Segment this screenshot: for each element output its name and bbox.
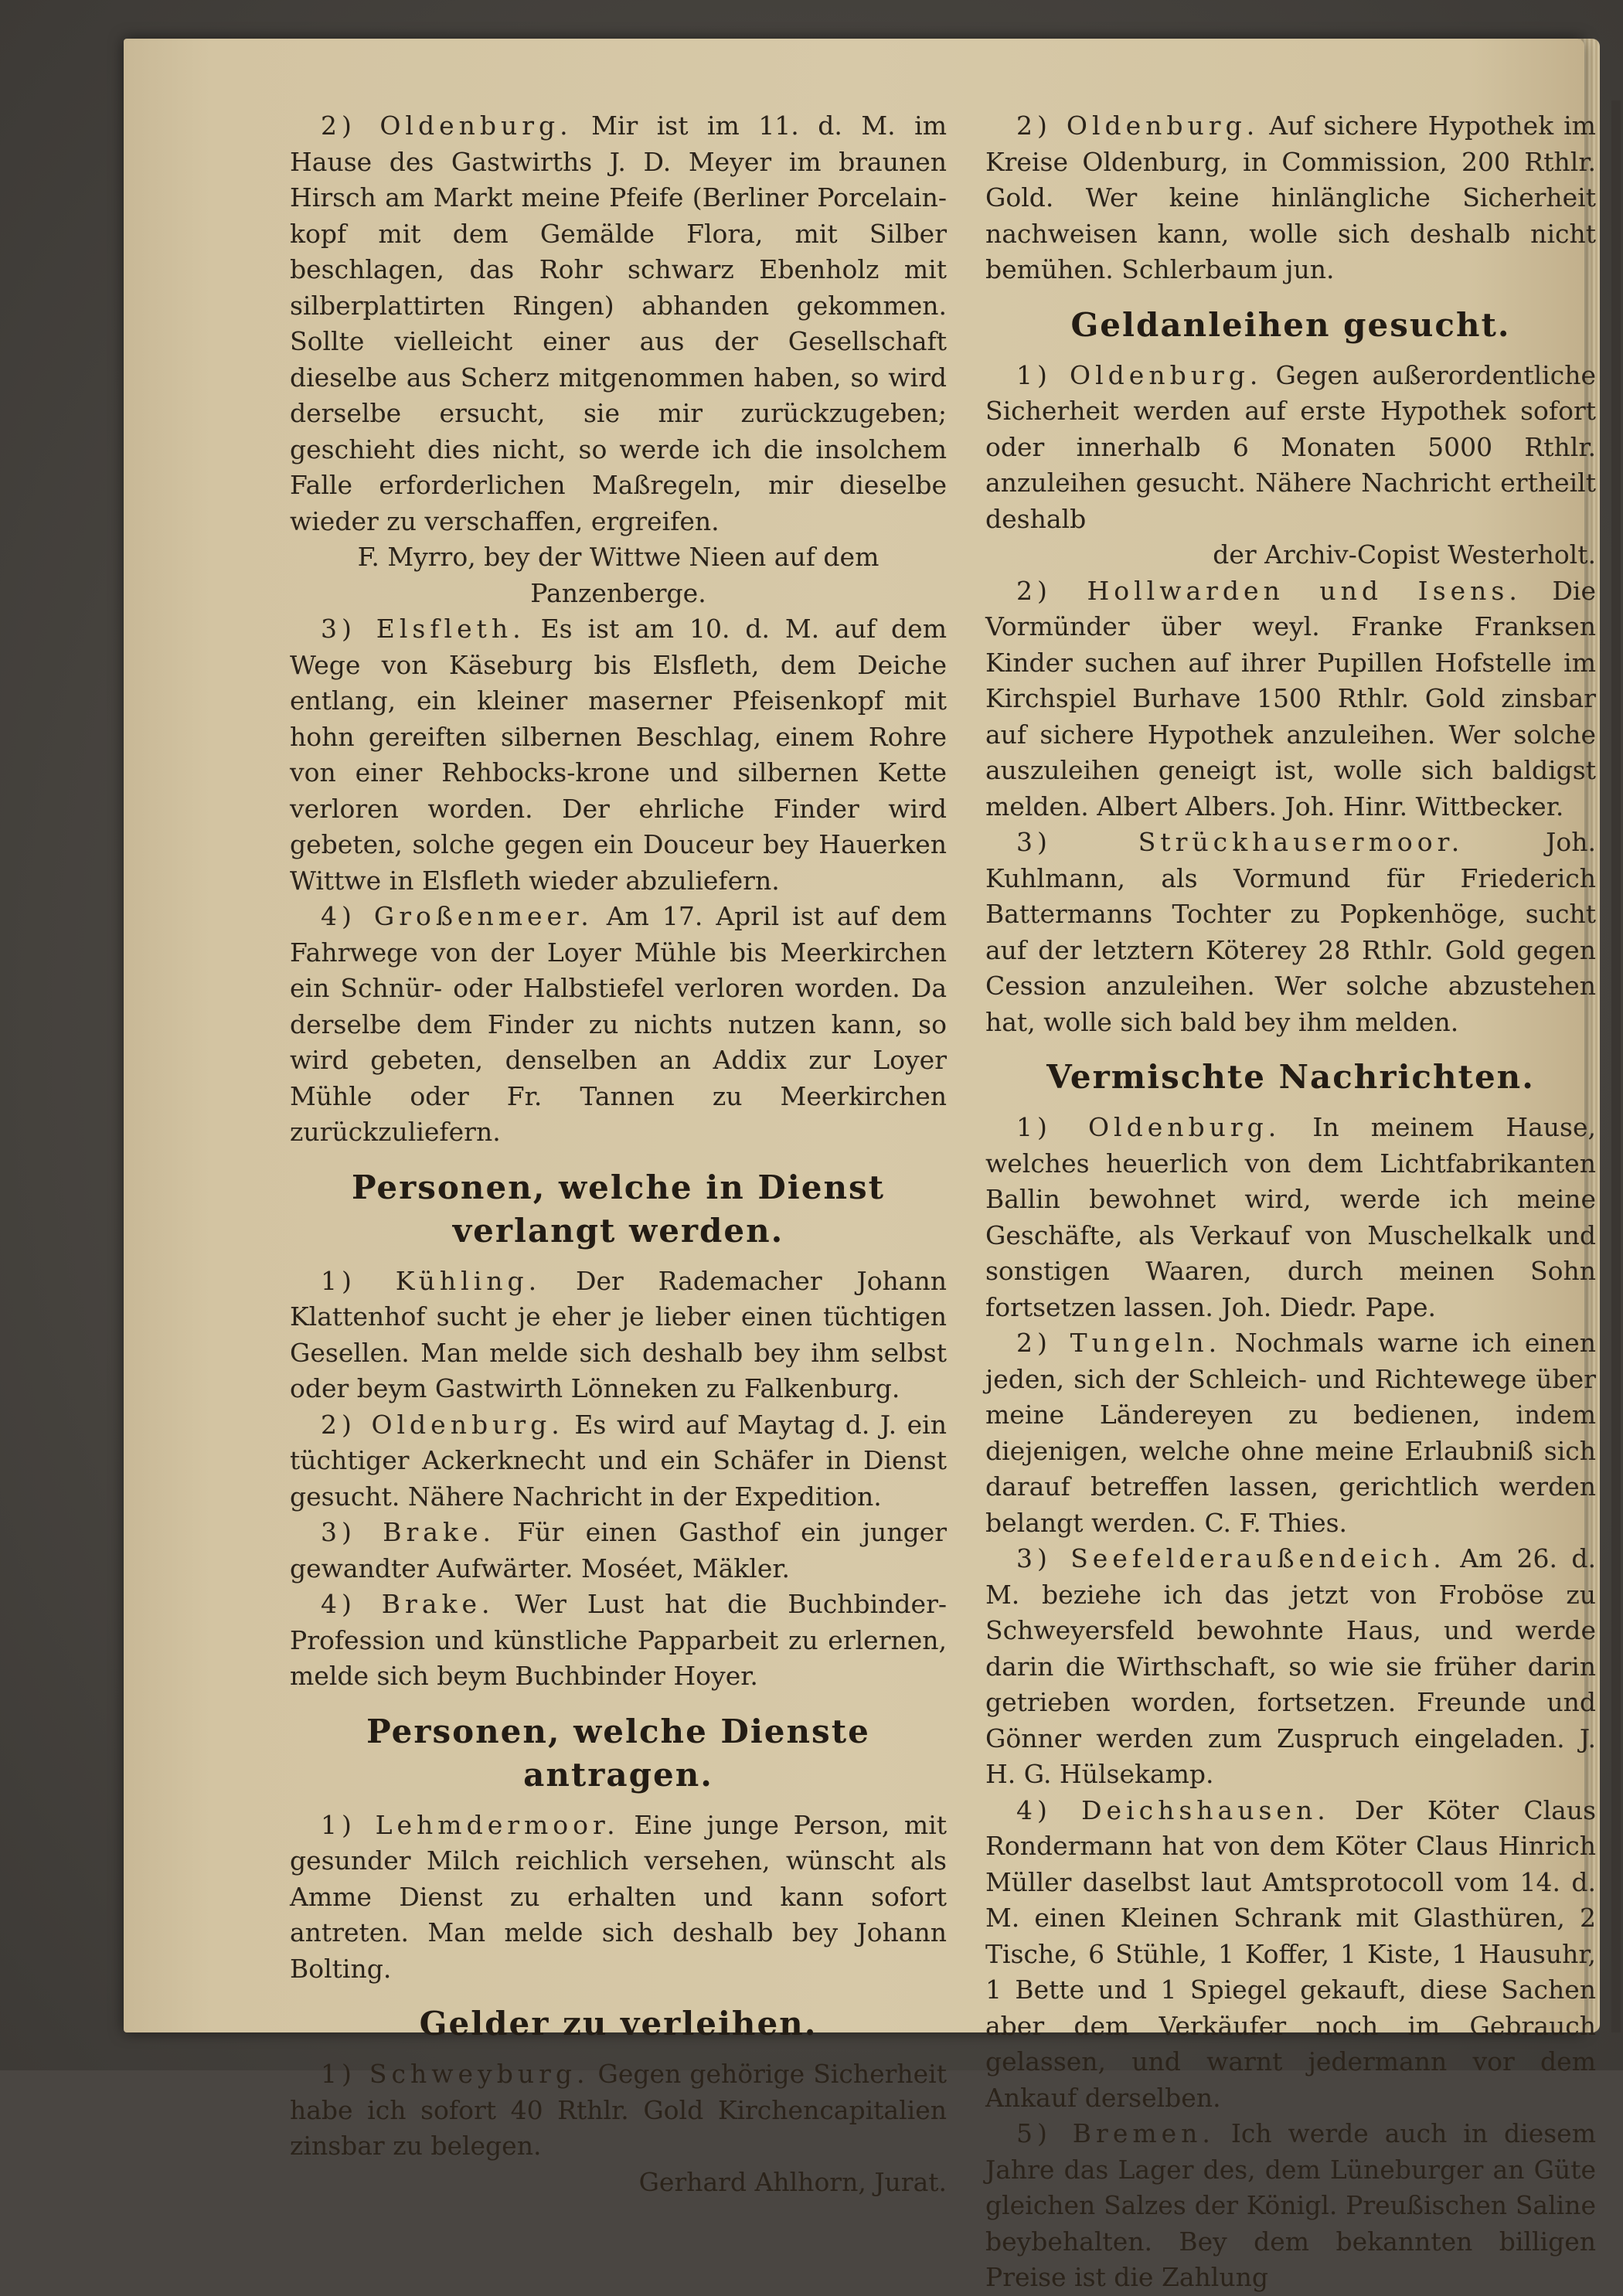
signature: Schlerbaum jun.	[1121, 254, 1335, 284]
left-column	[290, 108, 947, 2200]
notice: 2) Oldenburg. Es wird auf Maytag d. J. ein tüchtiger Ackerknecht und ein Schäfer in Dienst gesucht. Nähere Nachricht in der Expedition.	[290, 1409, 947, 1512]
section-heading: Geldanleihen gesucht.	[1070, 305, 1511, 344]
right-column	[985, 108, 1597, 2292]
signature: F. Myrro, bey der Wittwe Nieen auf dem Panzenberge.	[357, 542, 880, 608]
section-heading: Vermischte Nachrichten.	[1046, 1058, 1535, 1096]
notice: 1) Schweyburg. Gegen gehörige Sicherheit habe ich sofort 40 Rthlr. Gold Kirchencapitalien zinsbar zu belegen.	[290, 2059, 947, 2161]
notice: 5) Bremen. Ich werde auch in diesem Jahre das Lager des, dem Lüneburger an Güte gleichen Salzes der Königl. Preußischen Saline beybehalten. Bey dem bekannten billigen Preise ist die Zahlung	[985, 2118, 1596, 2292]
section-heading: Gelder zu verleihen.	[419, 2005, 818, 2043]
notice: 3) Seefelderaußendeich. Am 26. d. M. beziehe ich das jetzt von Froböse zu Schweyersfeld bewohnte Haus, und werde darin die Wirthschaft, so wie sie früher darin getrieben worden, fortsetzen. Freunde und Gönner werden zum Zuspruch eingeladen. J. H. G. Hülsekamp.	[985, 1543, 1596, 1789]
signature: der Archiv-Copist Westerholt.	[1213, 539, 1596, 570]
signature: Albert Albers. Joh. Hinr. Wittbecker.	[1097, 791, 1564, 821]
notice: 4) Brake. Wer Lust hat die Buchbinder-Profession und künstliche Papparbeit zu erlernen, melde sich beym Buchbinder Hoyer.	[290, 1589, 947, 1691]
notice: 2) Oldenburg. Auf sichere Hypothek im Kreise Oldenburg, in Commission, 200 Rthlr. Gold. Wer keine hinlängliche Sicherheit nachweisen kann, wolle sich deshalb nicht bemühen. Schlerbaum jun.	[985, 111, 1596, 284]
notice: 3) Brake. Für einen Gasthof ein junger gewandter Aufwärter. Moséet, Mäkler.	[290, 1517, 947, 1583]
notice: 4) Deichshausen. Der Köter Claus Rondermann hat von dem Köter Claus Hinrich Müller daselbst laut Amtsprotocoll vom 14. d. M. einen Kleinen Schrank mit Glasthüren, 2 Tische, 6 Stühle, 1 Koffer, 1 Kiste, 1 Hausuhr, 1 Bette und 1 Spiegel gekauft, diese Sachen aber dem Verkäufer noch im Gebrauch gelassen, und warnt jedermann vor dem Ankauf derselben.	[985, 1794, 1597, 2113]
notice: 1) Oldenburg. In meinem Hause, welches heuerlich von dem Lichtfabrikanten Ballin bewohnet wird, werde ich meine Geschäfte, als Verkauf von Muschelkalk und sonstigen Waaren, durch meinen Sohn fortsetzen lassen. Joh. Diedr. Pape.	[985, 1112, 1596, 1322]
signature: Joh. Diedr. Pape.	[1221, 1291, 1437, 1322]
notice: 4) Großenmeer. Am 17. April ist auf dem Fahrwege von der Loyer Mühle bis Meerkirchen ein Schnür- oder Halbstiefel verloren worden. Da derselbe dem Finder zu nichts nutzen kann, so wird gebeten, denselben an Addix zur Loyer Mühle oder Fr. Tannen zu Meerkirchen zurückzuliefern.	[290, 901, 948, 1147]
signature: J. H. G. Hülsekamp.	[985, 1723, 1596, 1789]
notice: 2) Oldenburg. Mir ist im 11. d. M. im Hause des Gastwirths J. D. Meyer im braunen Hirsch am Markt meine Pfeife (Berliner Porcelain-kopf mit dem Gemälde Flora, mit Silber beschlagen, das Rohr schwarz Ebenholz mit silberplattirten Ringen) abhanden gekommen. Sollte vielleicht einer aus der Gesellschaft dieselbe aus Scherz mitgenommen haben, so wird derselbe ersucht, sie mir zurückzugeben; geschieht dies nicht, so werde ich die insolchem Falle erforderlichen Maßregeln, mir dieselbe wieder zu verschaffen, ergreifen.	[290, 111, 947, 536]
section-heading: Personen, welche in Dienst verlangt werden.	[351, 1168, 886, 1250]
notice: 2) Hollwarden und Isens. Die Vormünder über weyl. Franke Franksen Kinder suchen auf ihrer Pupillen Hofstelle im Kirchspiel Burhave 1500 Rthlr. Gold zinsbar auf sichere Hypothek anzuleihen. Wer solche auszuleihen geneigt ist, wolle sich baldigst melden. Albert Albers. Joh. Hinr. Wittbecker.	[985, 575, 1596, 821]
notice: 2) Tungeln. Nochmals warne ich einen jeden, sich der Schleich- und Richtewege über meine Ländereyen zu bedienen, indem diejenigen, welche ohne meine Erlaubniß sich darauf betreffen lassen, gerichtlich werden belangt werden. C. F. Thies.	[985, 1328, 1596, 1538]
notice: 3) Strückhausermoor. Joh. Kuhlmann, als Vormund für Friederich Battermanns Tochter zu Popkenhöge, sucht auf der letztern Köterey 28 Rthlr. Gold gegen Cession anzuleihen. Wer solche abzustehen hat, wolle sich bald bey ihm melden.	[985, 827, 1596, 1037]
notice: 1) Lehmdermoor. Eine junge Person, mit gesunder Milch reichlich versehen, wünscht als Amme Dienst zu erhalten und kann sofort antreten. Man melde sich deshalb bey Johann Bolting.	[290, 1809, 948, 1984]
notice: 1) Oldenburg. Gegen außerordentliche Sicherheit werden auf erste Hypothek sofort oder innerhalb 6 Monaten 5000 Rthlr. anzuleihen gesucht. Nähere Nachricht ertheilt deshalb	[985, 359, 1596, 534]
signature: C. F. Thies.	[1204, 1507, 1348, 1538]
section-heading: Personen, welche Dienste antragen.	[366, 1712, 870, 1794]
signature: Gerhard Ahlhorn, Jurat.	[638, 2166, 947, 2197]
signature: Moséet, Mäkler.	[580, 1553, 791, 1583]
notice: 1) Kühling. Der Rademacher Johann Klattenhof sucht je eher je lieber einen tüchtigen Gesellen. Man melde sich deshalb bey ihm selbst oder beym Gastwirth Lönneken zu Falkenburg.	[290, 1265, 947, 1403]
binding-strip	[1611, 100, 1621, 2032]
notice: 3) Elsfleth. Es ist am 10. d. M. auf dem Wege von Käseburg bis Elsfleth, dem Deiche entlang, ein kleiner maserner Pfeisenkopf mit hohn gereiften silbernen Beschlag, einem Rohre von einer Rehbocks-krone und silbernen Kette verloren worden. Der ehrliche Finder wird gebeten, solche gegen ein Douceur bey Hauerken Wittwe in Elsfleth wieder abzuliefern.	[290, 614, 948, 896]
